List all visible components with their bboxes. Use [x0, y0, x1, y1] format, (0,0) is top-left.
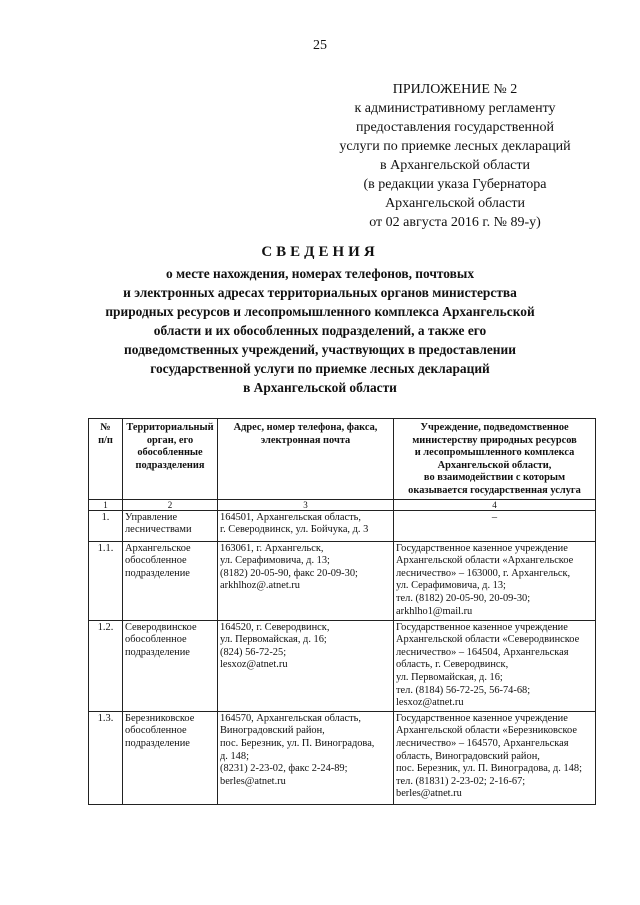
document-heading: СВЕДЕНИЯ — [261, 244, 379, 260]
appendix-line: Архангельской области — [385, 196, 525, 211]
column-number: 3 — [218, 499, 394, 510]
row-institution: – — [394, 510, 596, 541]
appendix-title: ПРИЛОЖЕНИЕ № 2 — [392, 82, 518, 97]
row-address: 163061, г. Архангельск, ул. Серафимовича, д. 13; (8182) 20-05-90, факс 20-09-30; arkhlhoz@.atnet.ru — [218, 541, 394, 620]
appendix-line: от 02 августа 2016 г. № 89-у) — [369, 215, 541, 230]
row-institution: Государственное казенное учреждение Архангельской области «Северодвинское лесничество» – 164504, Архангельская область, г. Северодвинск, ул. Первомайская, д. 16; тел. (8184) 56-72-25, 56-74-68; lesxoz@atnet.ru — [394, 620, 596, 711]
row-number: 1.3. — [89, 711, 123, 804]
appendix-block — [330, 80, 580, 232]
table-row — [89, 541, 596, 620]
appendix-line: к административному регламенту — [354, 101, 556, 116]
appendix-line: предоставления государственной — [355, 120, 555, 135]
row-organ: Управление лесничествами — [123, 510, 218, 541]
column-number: 1 — [89, 499, 123, 510]
row-organ: Северодвинское обособленное подразделение — [123, 620, 218, 711]
document-title-block — [60, 243, 580, 397]
subtitle-line: и электронных адресах территориальных органов министерства — [123, 285, 517, 300]
row-institution: Государственное казенное учреждение Архангельской области «Архангельское лесничество» – 163000, г. Архангельск, ул. Серафимовича, д. 13; тел. (8182) 20-05-90, 20-09-30; arkhlho1@mail.ru — [394, 541, 596, 620]
subtitle-line: государственной услуги по приемке лесных деклараций — [150, 361, 490, 376]
column-number-row — [89, 499, 596, 510]
header-num: № п/п — [89, 419, 123, 500]
info-table — [88, 418, 596, 805]
row-organ: Березниковское обособленное подразделение — [123, 711, 218, 804]
row-address: 164501, Архангельская область, г. Северодвинск, ул. Бойчука, д. 3 — [218, 510, 394, 541]
row-number: 1. — [89, 510, 123, 541]
subtitle-line: о месте нахождения, номерах телефонов, почтовых — [165, 266, 475, 281]
subtitle-line: подведомственных учреждений, участвующих в предоставлении — [124, 342, 516, 357]
row-number: 1.2. — [89, 620, 123, 711]
subtitle-line: природных ресурсов и лесопромышленного комплекса Архангельской — [105, 304, 535, 319]
header-organ: Территориальный орган, его обособленные подразделения — [123, 419, 218, 500]
row-organ: Архангельское обособленное подразделение — [123, 541, 218, 620]
appendix-line: (в редакции указа Губернатора — [363, 177, 547, 192]
row-address: 164570, Архангельская область, Виноградовский район, пос. Березник, ул. П. Виноградова, д. 148; (8231) 2-23-02, факс 2-24-89; berles@atnet.ru — [218, 711, 394, 804]
appendix-line: в Архангельской области — [380, 158, 530, 173]
table-row — [89, 510, 596, 541]
table-row — [89, 620, 596, 711]
header-institution: Учреждение, подведомственное министерству природных ресурсов и лесопромышленного комплекса Архангельской области, во взаимодействии с которым оказывается государственная услуга — [394, 419, 596, 500]
row-address: 164520, г. Северодвинск, ул. Первомайская, д. 16; (824) 56-72-25; lesxoz@atnet.ru — [218, 620, 394, 711]
row-institution: Государственное казенное учреждение Архангельской области «Березниковское лесничество» – 164570, Архангельская область, Виноградовский район, пос. Березник, ул. П. Виноградова, д. 148; тел. (81831) 2-23-02; 2-16-67; berles@atnet.ru — [394, 711, 596, 804]
page-number: 25 — [313, 38, 327, 53]
header-address: Адрес, номер телефона, факса, электронная почта — [218, 419, 394, 500]
subtitle-line: в Архангельской области — [243, 380, 397, 395]
row-number: 1.1. — [89, 541, 123, 620]
subtitle-line: области и их обособленных подразделений, а также его — [153, 323, 487, 338]
appendix-line: услуги по приемке лесных деклараций — [339, 139, 571, 154]
table-header-row — [89, 419, 596, 500]
column-number: 4 — [394, 499, 596, 510]
column-number: 2 — [123, 499, 218, 510]
table-row — [89, 711, 596, 804]
